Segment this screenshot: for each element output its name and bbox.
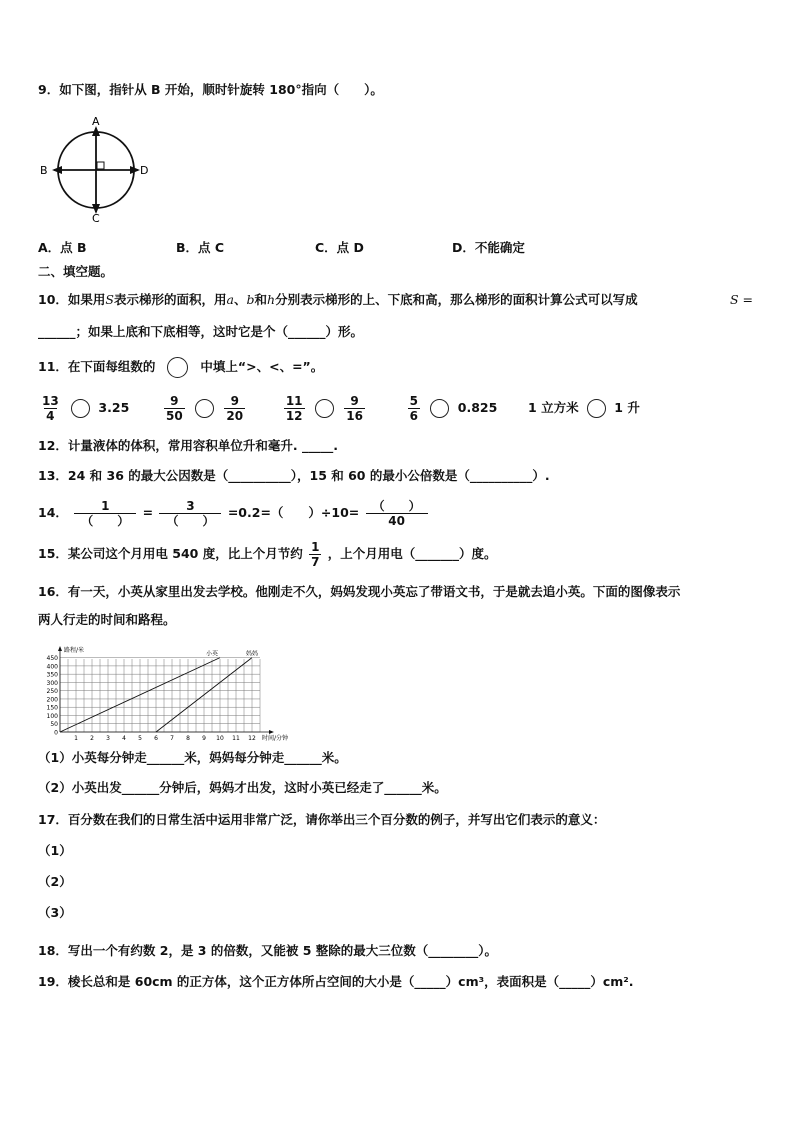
x-tick-label: 9: [202, 735, 206, 742]
y-tick-label: 50: [50, 721, 58, 729]
x-tick-label: 10: [216, 735, 224, 742]
y-tick-label: 100: [46, 712, 58, 720]
question-9: 9．如下图，指针从 B 开始，顺时针旋转 180°指向（ ）。: [38, 82, 383, 97]
fraction: $\frac{5}{6}$: [409, 394, 419, 423]
question-18: 18．写出一个有约数 2，是 3 的倍数，又能被 5 整除的最大三位数（________）。: [38, 943, 497, 958]
question-14: 14． $\frac{1}{( )}$ = $\frac{3}{( )}$ =0.2=（ ）÷10= $\frac{( )}{40}$: [38, 496, 430, 530]
formula-s: S =: [730, 292, 754, 307]
label-d: D: [140, 164, 149, 177]
question-11: 11．在下面每组数的 中填上“>、<、=”。: [38, 357, 323, 378]
option-d[interactable]: D．不能确定: [452, 240, 525, 255]
question-19: 19．棱长总和是 60cm 的正方体，这个正方体所占空间的大小是（_____）cm³，表面积是（_____）cm².: [38, 974, 634, 989]
answer-line-1: （1）: [38, 843, 72, 858]
compare-circle-icon: [167, 357, 188, 378]
y-axis-label: 路程/米: [64, 647, 85, 654]
right-angle-mark: [97, 162, 104, 169]
distance-time-chart: [38, 644, 289, 744]
option-a[interactable]: A．点 B: [38, 240, 87, 255]
y-tick-label: 0: [54, 729, 58, 737]
x-axis-label: 时间/分钟: [262, 735, 289, 742]
question-12: 12．计量液体的体积，常用容积单位升和毫升. _____.: [38, 438, 338, 453]
question-11-items: $\frac{13}{4}$ 3.25 $\frac{9}{50}$ $\frac{9}{20}$ $\frac{11}{12}$ $\frac{9}{16}$ $\frac{5}{6}$ 0.825 1 立方米 1 升: [42, 394, 640, 423]
y-tick-label: 450: [46, 655, 58, 663]
question-17: 17．百分数在我们的日常生活中运用非常广泛，请你举出三个百分数的例子，并写出它们表示的意义：: [38, 812, 606, 827]
question-10-line2: ______；如果上底和下底相等，这时它是个（______）形。: [38, 324, 364, 339]
answer-circle[interactable]: [315, 399, 334, 418]
question-16-line1: 16．有一天，小英从家里出发去学校。他刚走不久，妈妈发现小英忘了带语文书，于是就去追小英。下面的图像表示: [38, 584, 681, 599]
series-label: 妈妈: [246, 650, 259, 658]
question-16-sub2: （2）小英出发______分钟后，妈妈才出发，这时小英已经走了______米。: [38, 780, 447, 795]
y-tick-label: 200: [46, 696, 58, 704]
arrow-left: [52, 166, 62, 174]
y-tick-label: 150: [46, 704, 58, 712]
series-label: 小英: [206, 650, 219, 658]
fraction: $\frac{9}{50}$: [165, 394, 183, 423]
answer-line-3: （3）: [38, 905, 72, 920]
fraction: $\frac{3}{( )}$: [159, 499, 221, 528]
y-tick-label: 250: [46, 688, 58, 696]
answer-circle[interactable]: [71, 399, 90, 418]
arrow-right: [130, 166, 140, 174]
x-tick-label: 11: [232, 735, 240, 742]
x-tick-label: 5: [138, 735, 142, 742]
fraction: $\frac{11}{12}$: [285, 394, 303, 423]
x-tick-label: 3: [106, 735, 110, 742]
question-13: 13．24 和 36 的最大公因数是（__________），15 和 60 的最小公倍数是（__________）.: [38, 468, 550, 483]
question-16-sub1: （1）小英每分钟走______米，妈妈每分钟走______米。: [38, 750, 347, 765]
answer-circle[interactable]: [430, 399, 449, 418]
x-tick-label: 8: [186, 735, 190, 742]
label-b: B: [40, 164, 48, 177]
y-tick-label: 400: [46, 663, 58, 671]
label-c: C: [92, 212, 100, 225]
y-tick-label: 350: [46, 671, 58, 679]
answer-line-2: （2）: [38, 874, 72, 889]
x-tick-label: 2: [90, 735, 94, 742]
question-10-line1: 10．如果用S表示梯形的面积，用a、b和h分别表示梯形的上、下底和高，那么梯形的面积计算公式可以写成: [38, 292, 638, 307]
answer-circle[interactable]: [587, 399, 606, 418]
question-15: 15．某公司这个月用电 540 度，比上个月节约 $\frac{1}{7}$ ，上个月用电（_______）度。: [38, 540, 497, 569]
question-16-line2: 两人行走的时间和路程。: [38, 612, 176, 627]
x-tick-label: 6: [154, 735, 158, 742]
label-a: A: [92, 115, 100, 128]
section-title: 二、填空题。: [38, 264, 114, 279]
x-tick-label: 12: [248, 735, 256, 742]
y-axis-arrow: [58, 646, 62, 651]
option-b[interactable]: B．点 C: [176, 240, 225, 255]
y-tick-label: 300: [46, 679, 58, 687]
fraction: $\frac{( )}{40}$: [366, 499, 428, 528]
x-tick-label: 4: [122, 735, 126, 742]
fraction: $\frac{1}{( )}$: [74, 499, 136, 528]
fraction: $\frac{9}{20}$: [226, 394, 244, 423]
compass-diagram: [38, 116, 150, 224]
fraction: $\frac{9}{16}$: [346, 394, 363, 423]
fraction: $\frac{13}{4}$: [42, 394, 59, 423]
x-tick-label: 1: [74, 735, 78, 742]
fraction: $\frac{1}{7}$: [311, 540, 320, 569]
answer-circle[interactable]: [195, 399, 214, 418]
x-tick-label: 7: [170, 735, 174, 742]
x-axis-arrow: [269, 730, 274, 734]
option-c[interactable]: C．点 D: [315, 240, 364, 255]
